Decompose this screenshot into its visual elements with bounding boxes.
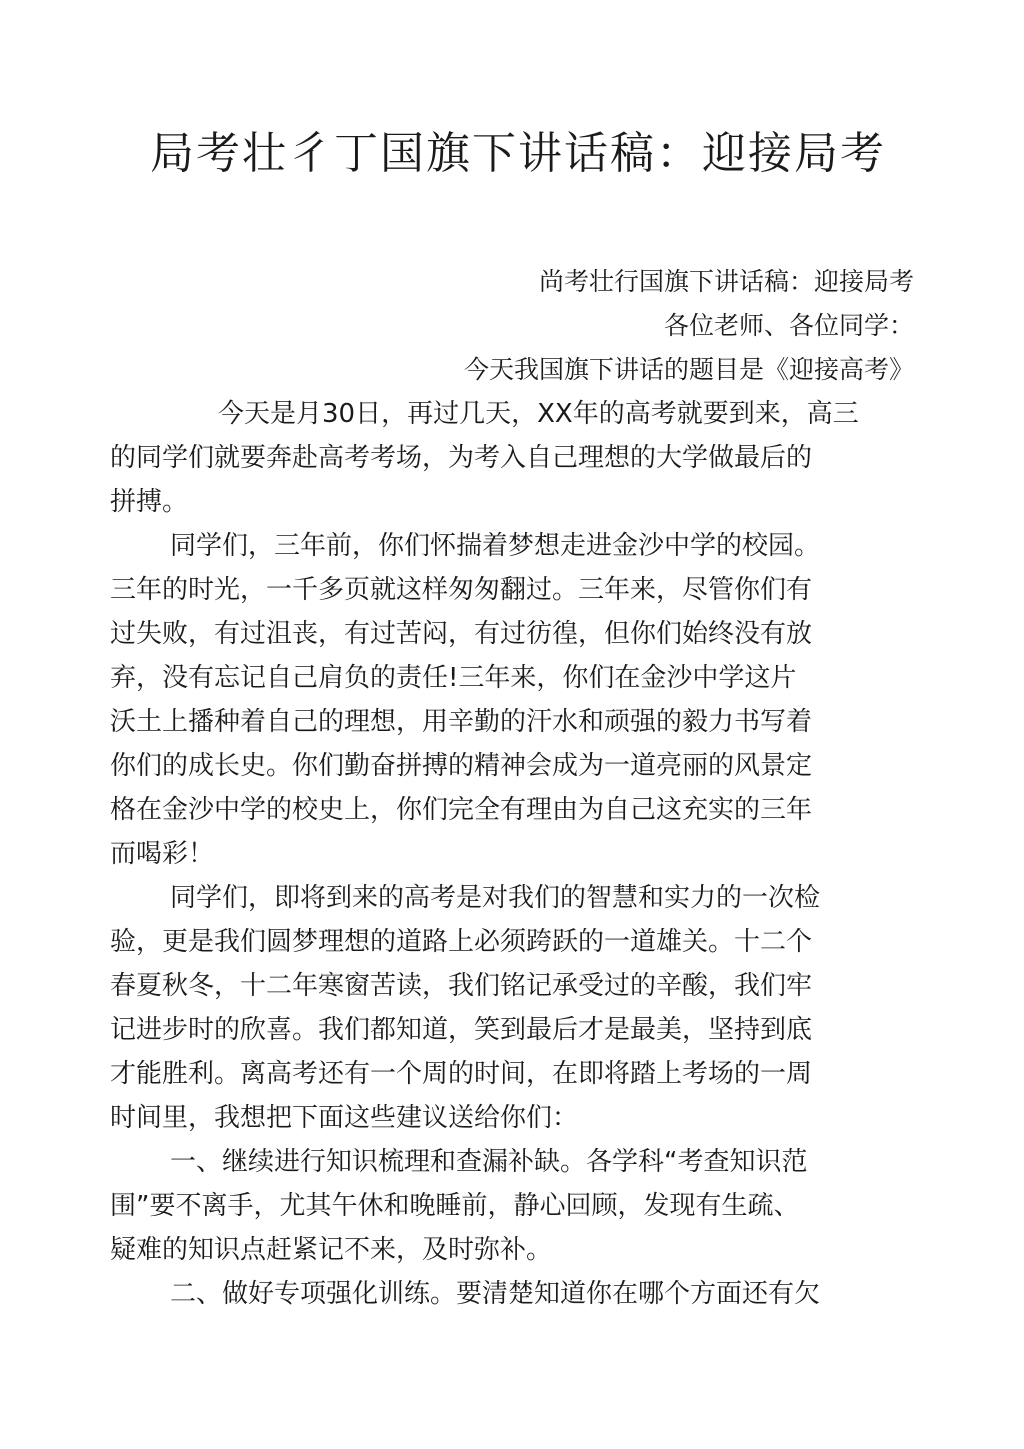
paragraph-line: 拼搏。 (110, 487, 189, 517)
paragraph-line: 一、继续进行知识梳理和查漏补缺。各学科“考查知识范 (170, 1147, 808, 1177)
body-text (110, 392, 910, 1316)
paragraph-line: 春夏秋冬，十二年寒窗苦读，我们铭记承受过的辛酸，我们牢 (110, 971, 813, 1001)
paragraph-line: 而喝彩！ (110, 839, 215, 869)
paragraph-line: 同学们，即将到来的高考是对我们的智慧和实力的一次检 (170, 883, 821, 913)
paragraph-line: 你们的成长史。你们勤奋拼搏的精神会成为一道亮丽的风景定 (110, 751, 813, 781)
paragraph-line: 弃，没有忘记自己肩负的责任!三年来，你们在金沙中学这片 (110, 663, 797, 693)
paragraph-line: 才能胜利。离高考还有一个周的时间，在即将踏上考场的一周 (110, 1059, 813, 1089)
paragraph-line: 二、做好专项强化训练。要清楚知道你在哪个方面还有欠 (170, 1279, 821, 1309)
paragraph-line: 今天是月30日，再过几天，XX年的高考就要到来，高三 (218, 399, 859, 429)
greeting-line: 各位老师、各位同学： (663, 311, 914, 340)
paragraph-line: 验，更是我们圆梦理想的道路上必须跨跃的一道雄关。十二个 (110, 927, 813, 957)
paragraph-line: 同学们，三年前，你们怀揣着梦想走进金沙中学的校园。 (170, 531, 821, 561)
document-title: 局考壮彳丁国旗下讲话稿：迎接局考 (150, 128, 886, 179)
topic-line: 今天我国旗下讲话的题目是《迎接高考》 (463, 355, 914, 384)
paragraph-line: 记进步时的欣喜。我们都知道，笑到最后才是最美，坚持到底 (110, 1015, 813, 1045)
paragraph-line: 格在金沙中学的校史上，你们完全有理由为自己这充实的三年 (110, 795, 813, 825)
document-subtitle: 尚考壮行国旗下讲话稿：迎接局考 (538, 267, 914, 296)
paragraph-line: 沃土上播种着自己的理想，用辛勤的汗水和顽强的毅力书写着 (110, 707, 813, 737)
paragraph-line: 疑难的知识点赶紧记不来，及时弥补。 (110, 1235, 553, 1265)
paragraph-line: 时间里，我想把下面这些建议送给你们： (110, 1103, 579, 1133)
paragraph-line: 过失败，有过沮丧，有过苦闷，有过彷徨，但你们始终没有放 (110, 619, 813, 649)
paragraph-line: 围”要不离手，尤其午休和晚睡前，静心回顾，发现有生疏、 (110, 1191, 800, 1221)
paragraph-line: 三年的时光，一千多页就这样匆匆翻过。三年来，尽管你们有 (110, 575, 813, 605)
paragraph-line: 的同学们就要奔赴高考考场，为考入自己理想的大学做最后的 (110, 443, 813, 473)
